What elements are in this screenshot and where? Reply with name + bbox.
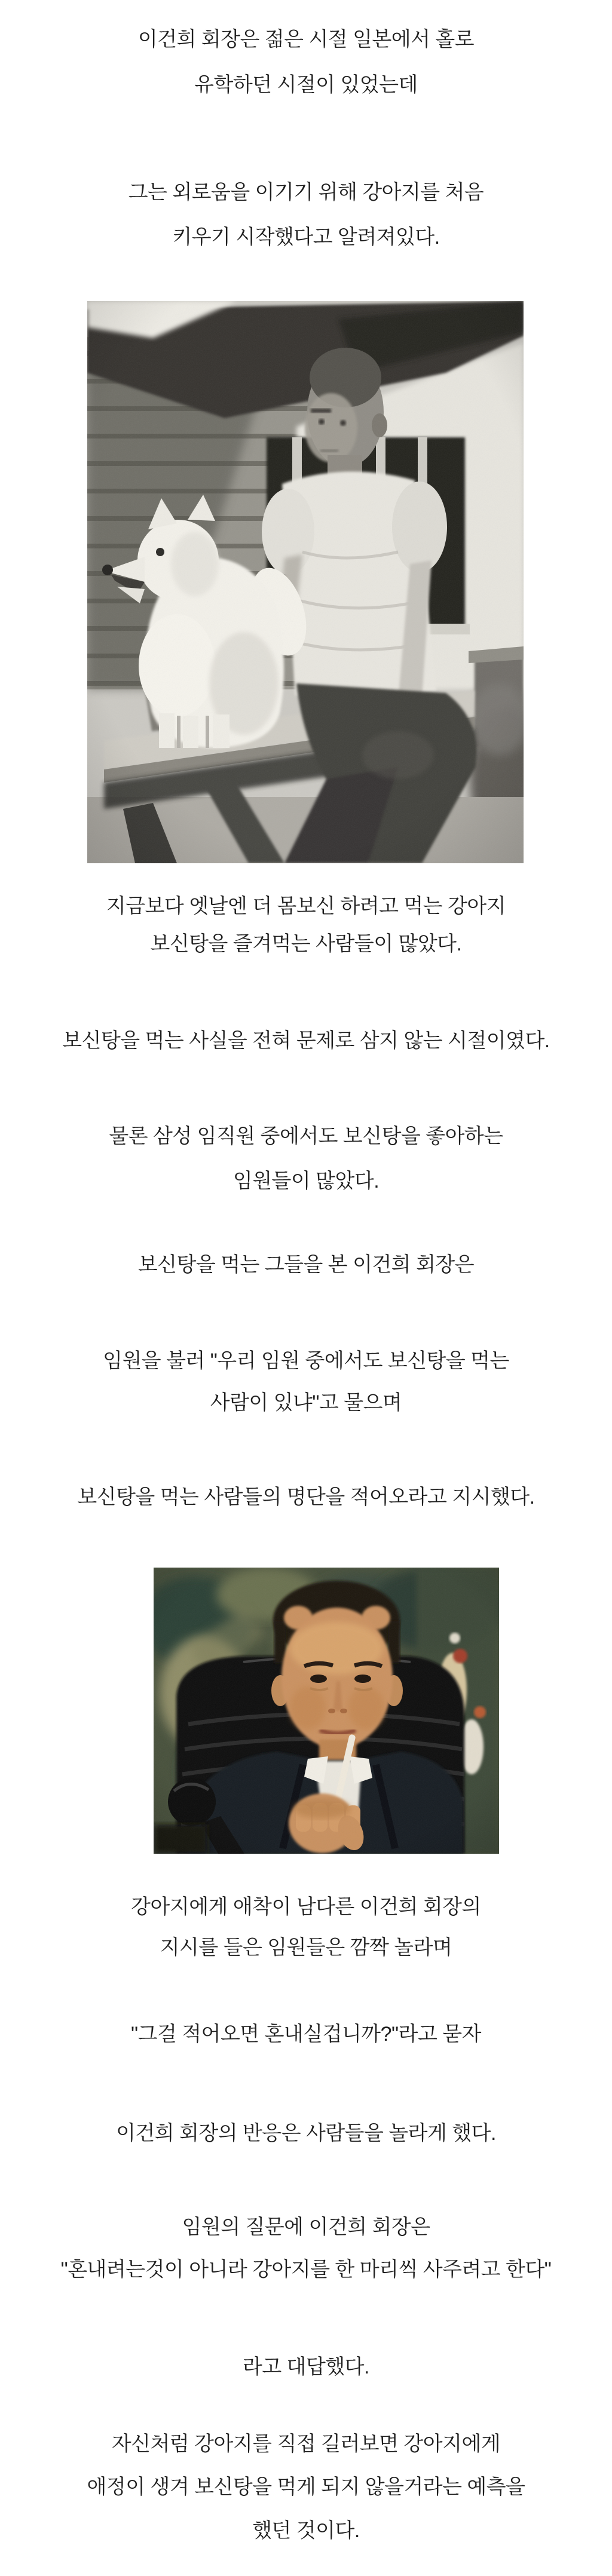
story-line-6: 보신탕을 즐겨먹는 사람들이 많았다. xyxy=(150,933,462,955)
story-line-1: 이건희 회장은 젊은 시절 일본에서 홀로 xyxy=(137,28,475,51)
story-line-4: 키우기 시작했다고 알려져있다. xyxy=(172,226,440,249)
story-line-10: 보신탕을 먹는 그들을 본 이건희 회장은 xyxy=(137,1253,475,1276)
photo-young-lee-with-dog xyxy=(87,301,524,863)
story-line-11: 임원을 불러 "우리 임원 중에서도 보신탕을 먹는 xyxy=(103,1350,509,1372)
story-line-22: 애정이 생겨 보신탕을 먹게 되지 않을거라는 예측을 xyxy=(87,2476,525,2498)
story-line-20: 라고 대답했다. xyxy=(243,2356,369,2378)
story-line-21: 자신처럼 강아지를 직접 길러보면 강아지에게 xyxy=(111,2433,501,2455)
story-line-16: "그걸 적어오면 혼내실겁니까?"라고 묻자 xyxy=(131,2023,481,2046)
story-line-23: 했던 것이다. xyxy=(252,2519,360,2542)
color-photo-illustration xyxy=(154,1568,499,1854)
story-line-18: 임원의 질문에 이건희 회장은 xyxy=(182,2216,430,2238)
story-line-3: 그는 외로움을 이기기 위해 강아지를 처음 xyxy=(128,181,484,204)
story-line-15: 지시를 들은 임원들은 깜짝 놀라며 xyxy=(160,1936,452,1959)
story-line-2: 유학하던 시절이 있었는데 xyxy=(194,73,418,96)
story-line-7: 보신탕을 먹는 사실을 전혀 문제로 삼지 않는 시절이였다. xyxy=(62,1029,550,1052)
story-line-19: "혼내려는것이 아니라 강아지를 한 마리씩 사주려고 한다" xyxy=(60,2258,552,2281)
story-line-12: 사람이 있냐"고 물으며 xyxy=(210,1391,402,1414)
story-line-5: 지금보다 엣날엔 더 몸보신 하려고 먹는 강아지 xyxy=(106,895,506,918)
story-line-14: 강아지에게 애착이 남다른 이건희 회장의 xyxy=(131,1896,481,1918)
photo-chairman-lee-press xyxy=(154,1568,499,1854)
story-line-17: 이건희 회장의 반응은 사람들을 놀라게 했다. xyxy=(116,2122,496,2145)
story-line-8: 물론 삼성 임직원 중에서도 보신탕을 좋아하는 xyxy=(109,1125,503,1148)
story-line-13: 보신탕을 먹는 사람들의 명단을 적어오라고 지시했다. xyxy=(77,1486,535,1508)
bw-photo-illustration xyxy=(87,301,524,863)
story-line-9: 임원들이 많았다. xyxy=(232,1170,380,1192)
